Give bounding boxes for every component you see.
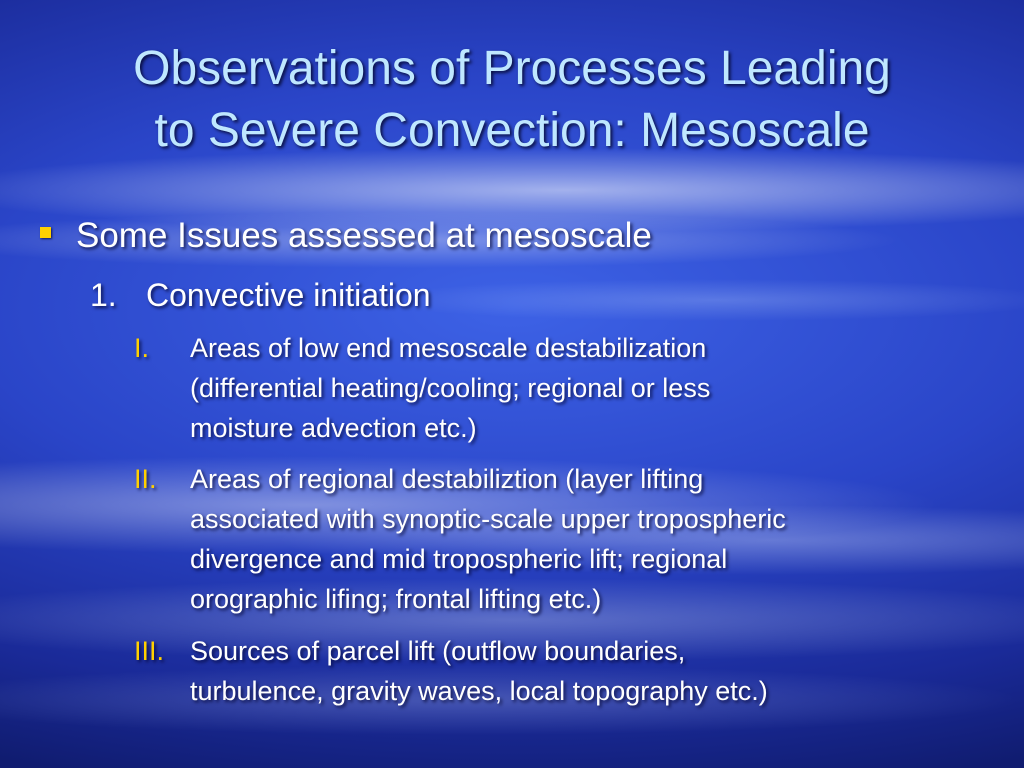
text-line: Areas of low end mesoscale destabilization bbox=[190, 333, 707, 363]
text-line: associated with synoptic-scale upper tropospheric bbox=[190, 504, 786, 534]
roman-item-text bbox=[190, 631, 960, 711]
text-line: Sources of parcel lift (outflow boundaries, bbox=[190, 636, 686, 666]
text-line: moisture advection etc.) bbox=[190, 413, 477, 443]
text-line: Areas of regional destabiliztion (layer lifting bbox=[190, 464, 704, 494]
square-bullet-icon bbox=[40, 227, 51, 238]
text-line: (differential heating/cooling; regional or less bbox=[190, 373, 711, 403]
item-number: 1. bbox=[90, 277, 117, 313]
text-line: divergence and mid tropospheric lift; regional bbox=[190, 544, 728, 574]
slide-title-line-1: Observations of Processes Leading bbox=[133, 42, 891, 95]
roman-numeral: III. bbox=[134, 636, 165, 666]
slide-title-line-2: to Severe Convection: Mesoscale bbox=[154, 104, 870, 157]
bullet-level-1-text: Some Issues assessed at mesoscale bbox=[76, 216, 652, 255]
roman-item-text bbox=[190, 328, 960, 448]
roman-numeral: II. bbox=[134, 464, 157, 494]
text-line: orographic lifing; frontal lifting etc.) bbox=[190, 584, 602, 614]
roman-numeral: I. bbox=[134, 333, 150, 363]
text-line: turbulence, gravity waves, local topography etc.) bbox=[190, 676, 768, 706]
roman-item-text bbox=[190, 459, 960, 619]
item-text: Convective initiation bbox=[146, 277, 431, 313]
